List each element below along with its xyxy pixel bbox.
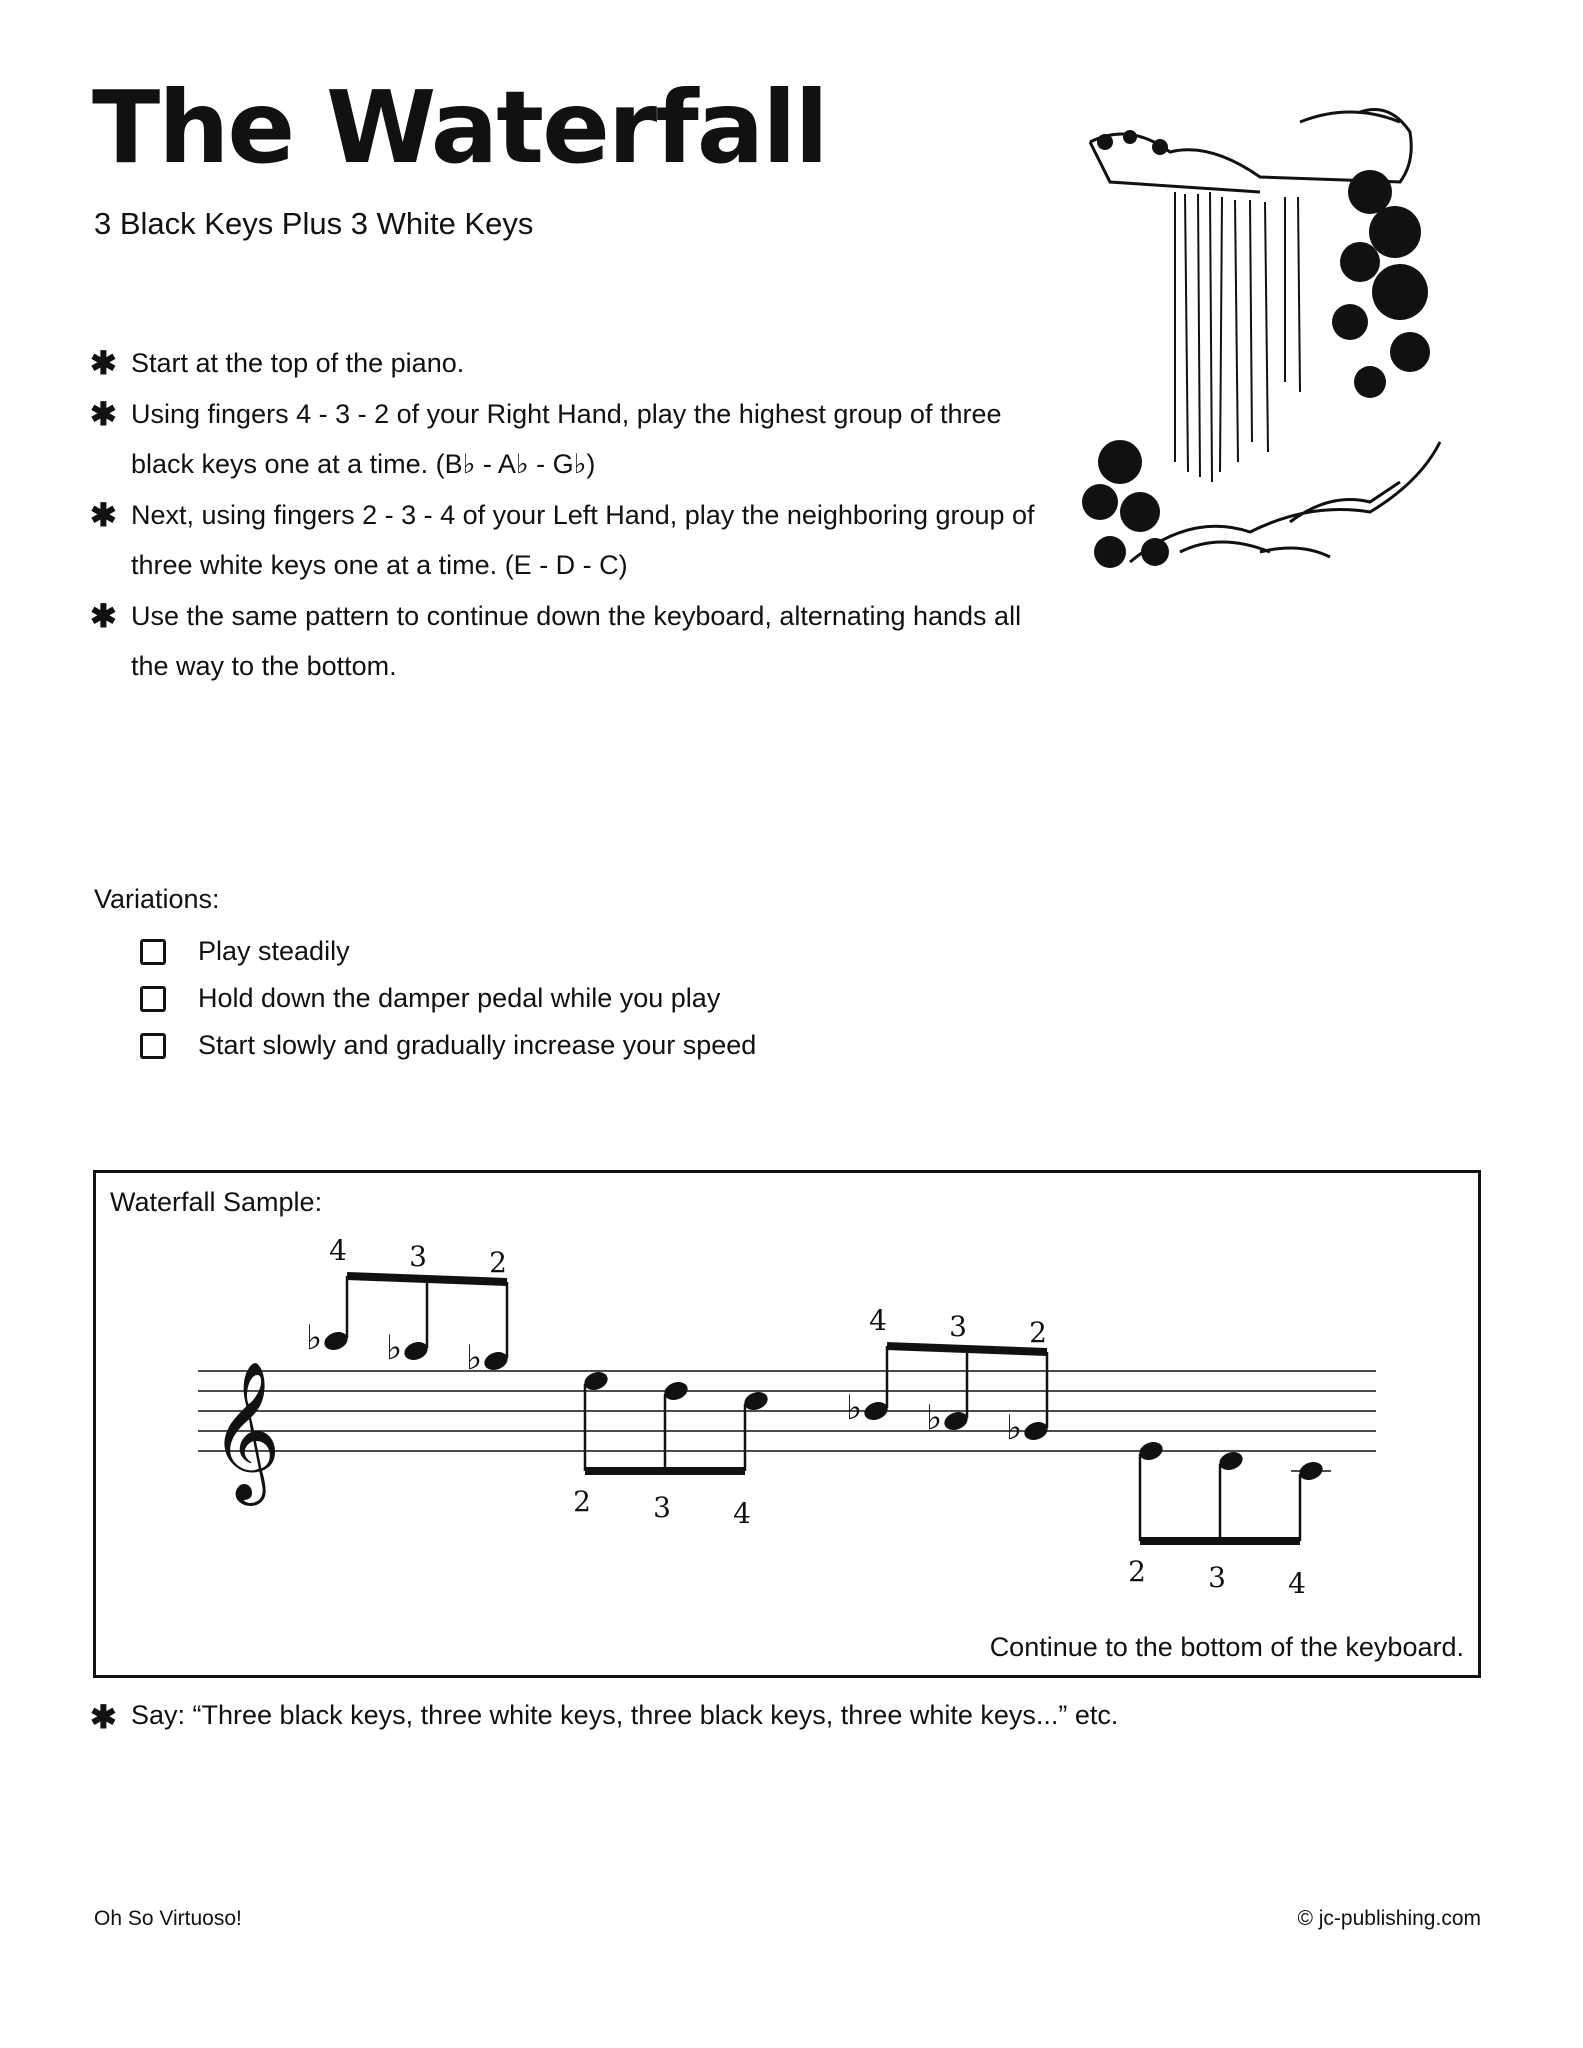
treble-clef-icon: 𝄞 xyxy=(210,1361,281,1500)
checkbox[interactable] xyxy=(140,1033,166,1059)
instruction-item xyxy=(90,490,1050,590)
finger-number: 3 xyxy=(409,1240,427,1273)
finger-number: 2 xyxy=(1128,1555,1146,1588)
finger-number: 3 xyxy=(949,1310,967,1343)
instruction-text: Use the same pattern to continue down the keyboard, alternating hands all the way to the bottom. xyxy=(131,601,1022,681)
finger-number: 4 xyxy=(1288,1567,1306,1600)
flat-sign: ♭ xyxy=(926,1398,943,1438)
asterisk-icon: ✱ xyxy=(90,396,117,432)
asterisk-icon: ✱ xyxy=(90,345,117,381)
instruction-text: Next, using fingers 2 - 3 - 4 of your Left Hand, play the neighboring group of three white keys one at a time. (E - D - C) xyxy=(131,500,1035,580)
finger-number: 4 xyxy=(329,1234,347,1267)
asterisk-icon: ✱ xyxy=(90,1699,117,1735)
variation-item[interactable] xyxy=(140,928,756,975)
footer-copyright: © jc-publishing.com xyxy=(1297,1907,1481,1930)
instruction-item xyxy=(90,389,1050,489)
waterfall-illustration xyxy=(1070,82,1450,582)
asterisk-icon: ✱ xyxy=(90,497,117,533)
checkbox[interactable] xyxy=(140,986,166,1012)
instruction-item xyxy=(90,338,1050,388)
say-text: Say: “Three black keys, three white keys, three black keys, three white keys...” etc. xyxy=(131,1700,1119,1730)
sample-label: Waterfall Sample: xyxy=(110,1187,323,1217)
instruction-list xyxy=(90,338,1050,692)
variation-label: Play steadily xyxy=(198,936,350,966)
finger-number: 2 xyxy=(489,1246,507,1279)
music-staff xyxy=(96,1173,1478,1675)
page-title: The Waterfall xyxy=(92,69,827,186)
instruction-text: Start at the top of the piano. xyxy=(131,348,465,378)
continue-note: Continue to the bottom of the keyboard. xyxy=(989,1632,1464,1662)
instruction-text: Using fingers 4 - 3 - 2 of your Right Hand, play the highest group of three black keys one at a time. (B♭ - A♭ - G♭) xyxy=(131,399,1002,479)
finger-number: 4 xyxy=(869,1304,887,1337)
finger-number: 2 xyxy=(1029,1316,1047,1349)
variation-item[interactable] xyxy=(140,975,756,1022)
asterisk-icon: ✱ xyxy=(90,598,117,634)
sample-box xyxy=(93,1170,1481,1678)
variation-label: Hold down the damper pedal while you play xyxy=(198,983,721,1013)
page-subtitle: 3 Black Keys Plus 3 White Keys xyxy=(94,206,534,241)
flat-sign: ♭ xyxy=(846,1388,863,1428)
say-line xyxy=(90,1699,1119,1735)
finger-number: 2 xyxy=(573,1485,591,1518)
footer-book-title: Oh So Virtuoso! xyxy=(94,1907,242,1930)
variations-list xyxy=(140,928,756,1069)
flat-sign: ♭ xyxy=(306,1318,323,1358)
flat-sign: ♭ xyxy=(1006,1408,1023,1448)
flat-sign: ♭ xyxy=(386,1328,403,1368)
variation-item[interactable] xyxy=(140,1022,756,1069)
beam xyxy=(347,1276,507,1282)
finger-number: 3 xyxy=(653,1491,671,1524)
finger-number: 3 xyxy=(1208,1561,1226,1594)
instruction-item xyxy=(90,591,1050,691)
variation-label: Start slowly and gradually increase your speed xyxy=(198,1030,757,1060)
flat-sign: ♭ xyxy=(466,1338,483,1378)
finger-number: 4 xyxy=(733,1497,751,1530)
checkbox[interactable] xyxy=(140,939,166,965)
beam xyxy=(887,1346,1047,1352)
variations-heading: Variations: xyxy=(94,884,220,914)
